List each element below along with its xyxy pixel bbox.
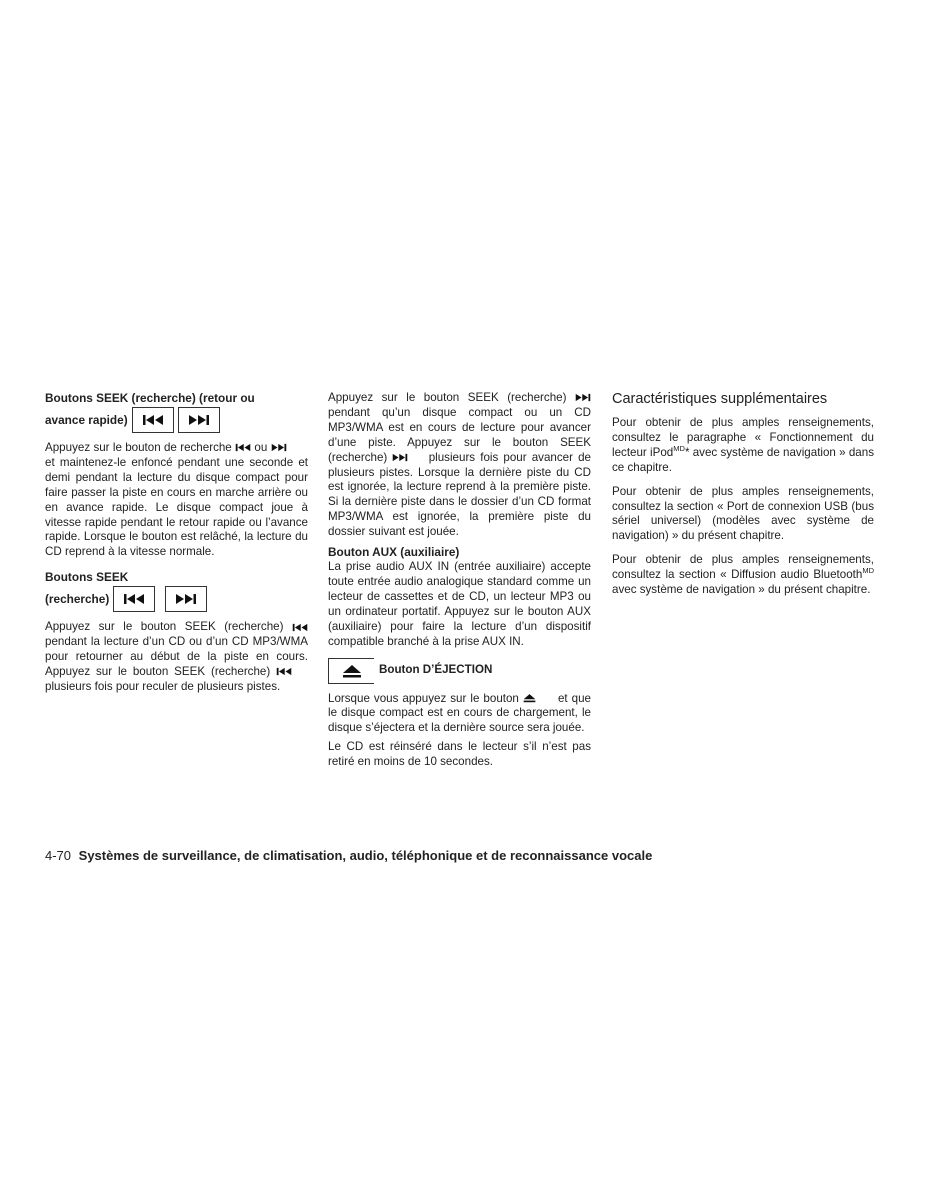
seek-paragraph-2 — [45, 620, 308, 695]
skip-back-icon — [123, 593, 145, 605]
skip-forward-button-illustration — [165, 586, 207, 612]
eject-icon — [342, 664, 362, 678]
seek-heading2-line1: Boutons SEEK — [45, 570, 129, 585]
text-span: Pour obtenir de plus amples renseignements, consultez le paragraphe « Fonctionnement du lecteur iPod — [612, 416, 874, 459]
column-left — [45, 391, 308, 699]
text-span: Pour obtenir de plus amples renseignements, consultez la section « Diffusion audio Bluetooth — [612, 553, 874, 582]
seek-paragraph-1 — [45, 441, 308, 560]
column-middle — [328, 391, 591, 774]
chapter-title: Systèmes de surveillance, de climatisation, audio, téléphonique et de reconnaissance vocale — [78, 848, 653, 863]
text-span: et que le disque compact est en cours de chargement, le disque s’éjectera et la dernière source sera jouée. — [328, 691, 591, 735]
text-span: ou — [254, 441, 268, 454]
skip-forward-button-illustration — [178, 407, 220, 433]
column-right — [612, 391, 874, 602]
aux-heading: Bouton AUX (auxiliaire) — [328, 545, 460, 560]
text-span: avec système de navigation » du présent chapitre. — [612, 583, 871, 597]
skip-back-icon — [142, 414, 164, 426]
aux-paragraph: La prise audio AUX IN (entrée auxiliaire) accepte toute entrée audio analogique standard comme un lecteur de cassettes et de CD, un lecteur MP3 ou un ordinateur portatif. Appuyez sur le bouton AUX (auxiliaire) pour faire la lecture d’un dispositif compatible branché à la prise AUX IN. — [328, 560, 591, 648]
skip-back-button-illustration — [132, 407, 174, 433]
skip-forward-icon — [175, 593, 197, 605]
features-heading: Caractéristiques supplémentaires — [612, 391, 828, 407]
seek-heading-line1: Boutons SEEK (recherche) (retour ou — [45, 391, 255, 405]
skip-back-icon — [235, 443, 251, 452]
text-span: Appuyez sur le bouton de recherche — [45, 441, 232, 454]
seek-heading-row — [45, 407, 308, 433]
eject-paragraph — [328, 692, 591, 737]
features-paragraph-1 — [612, 416, 874, 476]
eject-icon — [523, 693, 536, 703]
features-paragraph-2: Pour obtenir de plus amples renseignements, consultez la section « Port de connexion USB (bus sériel universel) (modèles avec système de navigation) » du présent chapitre. — [612, 484, 874, 543]
skip-forward-icon — [271, 443, 287, 452]
text-span: Appuyez sur le bouton SEEK (recherche) — [45, 620, 284, 634]
page-footer — [45, 848, 652, 864]
text-span: Appuyez sur le bouton SEEK (recherche) — [328, 391, 567, 404]
skip-back-icon — [292, 623, 308, 632]
eject-paragraph-2: Le CD est réinséré dans le lecteur s’il n’est pas retiré en moins de 10 secondes. — [328, 740, 591, 769]
page-number: 4-70 — [45, 848, 72, 863]
seek-heading2-line2: (recherche) — [45, 591, 110, 606]
text-span: et maintenez-le enfoncé pendant une seconde et demi pendant la lecture du disque compact pour faire passer la piste en cours en marche arrière ou en avance rapide. Le disque compact joue à vitesse rapide pendant le retour rapide ou l’avance rapide. Lorsque le bouton est relâché, la lecture du CD reprend à la vitesse normale. — [45, 455, 308, 559]
eject-button-illustration — [328, 658, 374, 684]
trademark-sup: MD — [673, 443, 685, 453]
eject-heading: Bouton D’ÉJECTION — [379, 663, 493, 677]
seek-forward-paragraph — [328, 391, 591, 540]
skip-forward-icon — [392, 453, 408, 462]
text-span: Lorsque vous appuyez sur le bouton — [328, 691, 519, 705]
text-span: pendant la lecture d’un CD ou d’un CD MP3/WMA pour retourner au début de la piste en cours. Appuyez sur le bouton SEEK (recherche) — [45, 635, 308, 678]
features-paragraph-3 — [612, 553, 874, 598]
skip-back-button-illustration — [113, 586, 155, 612]
text-span: pendant qu’un disque compact ou un CD MP3/WMA est en cours de lecture pour avancer d’une piste. Appuyez sur le bouton SEEK (recherche) — [328, 405, 591, 464]
skip-back-icon — [276, 667, 292, 676]
trademark-sup: MD — [862, 566, 874, 576]
skip-forward-icon — [188, 414, 210, 426]
seek-heading2-row — [45, 586, 308, 612]
skip-forward-icon — [575, 393, 591, 402]
text-span: plusieurs fois pour avancer de plusieurs pistes. Lorsque la dernière piste du CD est ignorée, la lecture reprend à la première piste. Si la dernière piste dans le dossier d’un CD format MP3/WMA est ignorée, la première piste du dossier suivant est jouée. — [328, 450, 591, 539]
text-span: plusieurs fois pour reculer de plusieurs pistes. — [45, 679, 281, 693]
seek-heading-line2: avance rapide) — [45, 412, 128, 427]
text-span: * avec système de navigation » dans ce chapitre. — [612, 445, 874, 474]
eject-heading-row — [328, 658, 591, 684]
